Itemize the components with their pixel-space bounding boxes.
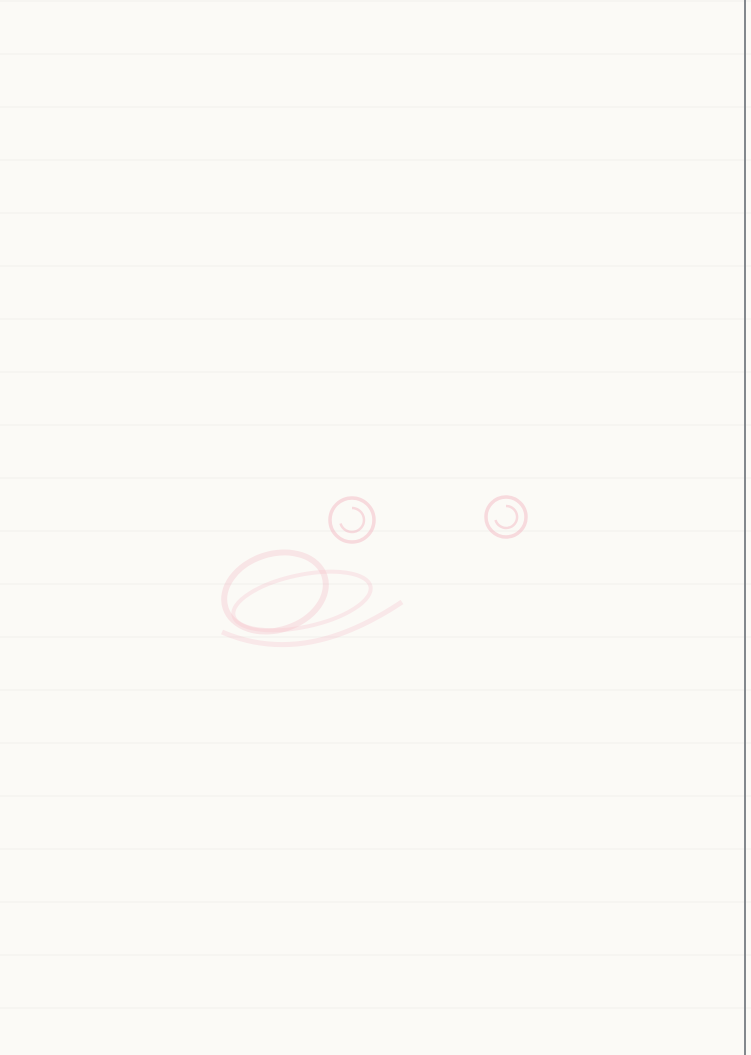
page-edge-line (744, 0, 746, 1055)
melody-staff (0, 578, 751, 678)
